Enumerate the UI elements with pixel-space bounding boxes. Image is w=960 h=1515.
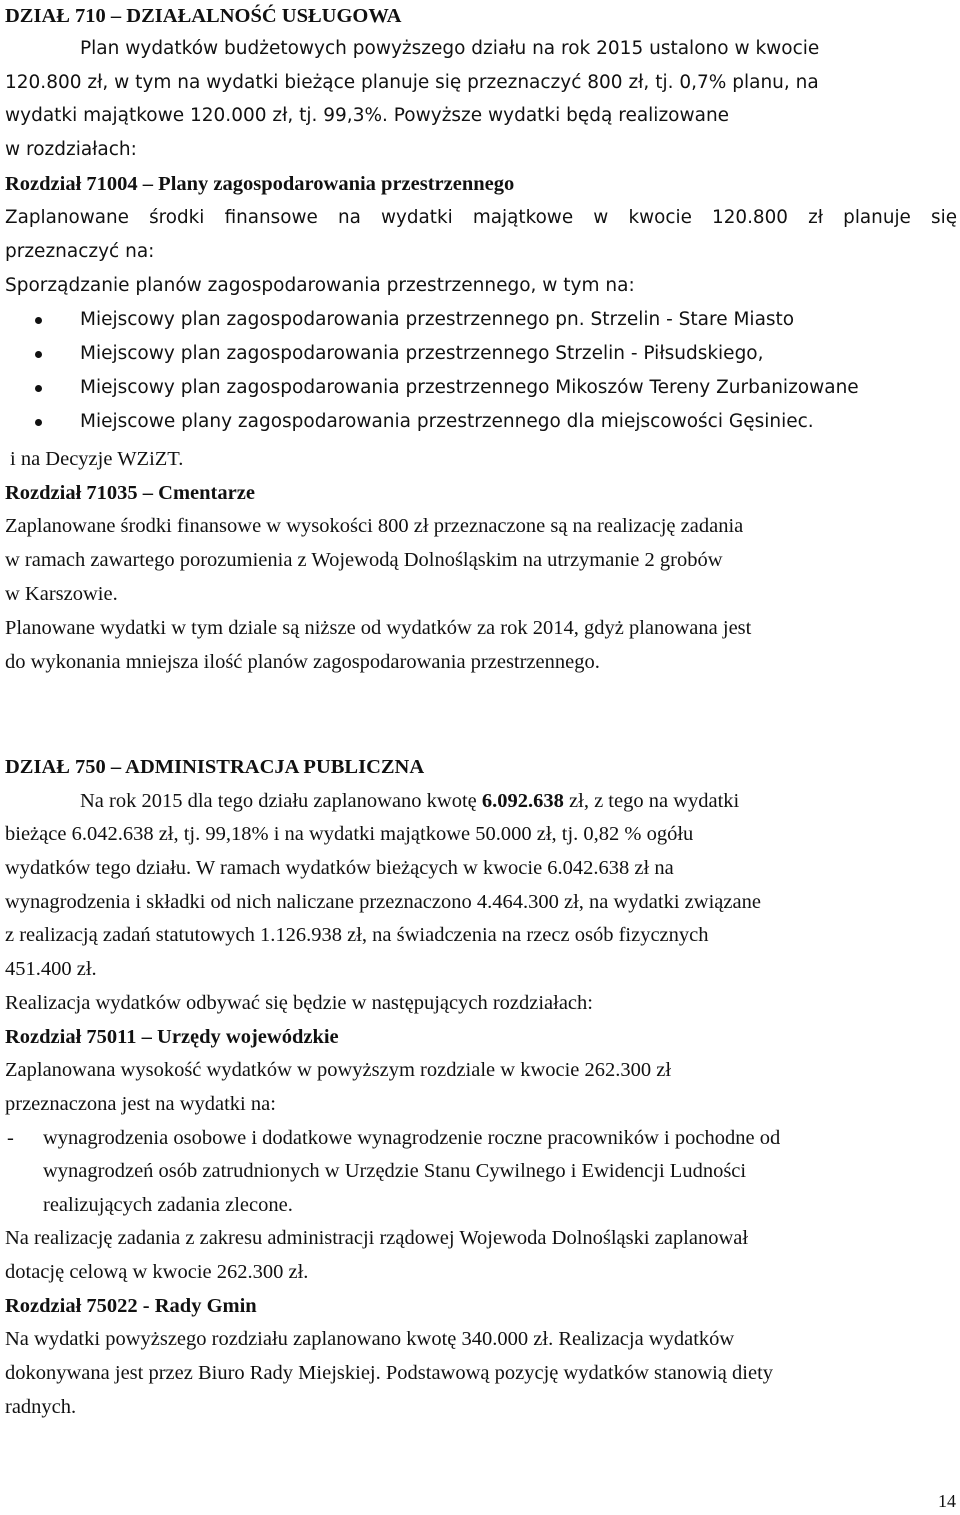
intro-line: wydatków tego działu. W ramach wydatków bieżących w kwocie 6.042.638 zł na bbox=[5, 857, 674, 879]
paragraph-line: dokonywana jest przez Biuro Rady Miejskiej. Podstawową pozycję wydatków stanowią diety bbox=[5, 1362, 774, 1384]
paragraph-line: Na wydatki powyższego rozdziału zaplanowano kwotę 340.000 zł. Realizacja wydatków bbox=[5, 1328, 735, 1350]
intro-line: 120.800 zł, w tym na wydatki bieżące planuje się przeznaczyć 800 zł, tj. 0,7% planu, na bbox=[5, 72, 819, 93]
intro-line: 451.400 zł. bbox=[5, 958, 97, 980]
intro-text: Na rok 2015 dla tego działu zaplanowano kwotę bbox=[80, 790, 482, 812]
intro-line: bieżące 6.042.638 zł, tj. 99,18% i na wydatki majątkowe 50.000 zł, tj. 0,82 % ogółu bbox=[5, 823, 694, 845]
paragraph-line: radnych. bbox=[5, 1396, 77, 1418]
paragraph-line: w ramach zawartego porozumienia z Wojewodą Dolnośląskim na utrzymanie 2 grobów bbox=[5, 549, 723, 571]
dash-marker: - bbox=[7, 1127, 14, 1149]
dash-item-line: wynagrodzeń osób zatrudnionych w Urzędzie Stanu Cywilnego i Ewidencji Ludności bbox=[43, 1160, 747, 1182]
total-amount: 6.092.638 bbox=[481, 790, 564, 812]
intro-line: Plan wydatków budżetowych powyższego działu na rok 2015 ustalono w kwocie bbox=[80, 38, 820, 59]
chapter-title-71004: Rozdział 71004 – Plany zagospodarowania przestrzennego bbox=[5, 173, 515, 195]
intro-line-first bbox=[80, 789, 739, 813]
dash-item-line: wynagrodzenia osobowe i dodatkowe wynagrodzenie roczne pracowników i pochodne od bbox=[43, 1127, 781, 1149]
paragraph-line: Zaplanowana wysokość wydatków w powyższym rozdziale w kwocie 262.300 zł bbox=[5, 1059, 672, 1081]
bullet-item: Miejscowy plan zagospodarowania przestrzennego pn. Strzelin - Stare Miasto bbox=[80, 309, 795, 330]
bullet-dot bbox=[35, 385, 42, 392]
bullet-dot bbox=[35, 317, 42, 324]
paragraph-line: dotację celową w kwocie 262.300 zł. bbox=[5, 1261, 309, 1283]
chapter-title-71035: Rozdział 71035 – Cmentarze bbox=[5, 482, 255, 504]
paragraph-line: Realizacja wydatków odbywać się będzie w następujących rozdziałach: bbox=[5, 992, 593, 1014]
bullet-item: Miejscowy plan zagospodarowania przestrzennego Mikoszów Tereny Zurbanizowane bbox=[80, 377, 859, 398]
bullet-dot bbox=[35, 419, 42, 426]
intro-line: w rozdziałach: bbox=[5, 139, 137, 160]
paragraph-line: przeznaczona jest na wydatki na: bbox=[5, 1093, 276, 1115]
bullet-item: Miejscowy plan zagospodarowania przestrzennego Strzelin - Piłsudskiego, bbox=[80, 343, 764, 364]
intro-line: wydatki majątkowe 120.000 zł, tj. 99,3%. Powyższe wydatki będą realizowane bbox=[5, 105, 730, 126]
paragraph-line: Zaplanowane środki finansowe w wysokości 800 zł przeznaczone są na realizację zadania bbox=[5, 515, 744, 537]
section-heading-710: DZIAŁ 710 – DZIAŁALNOŚĆ USŁUGOWA bbox=[5, 5, 402, 27]
chapter-title-75011: Rozdział 75011 – Urzędy wojewódzkie bbox=[5, 1026, 339, 1048]
paragraph-line: w Karszowie. bbox=[5, 583, 118, 605]
paragraph-line: Zaplanowane środki finansowe na wydatki majątkowe w kwocie 120.800 zł planuje się bbox=[5, 207, 957, 228]
paragraph-line: Sporządzanie planów zagospodarowania przestrzennego, w tym na: bbox=[5, 275, 635, 296]
page-number: 14 bbox=[938, 1491, 956, 1511]
intro-line: wynagrodzenia i składki od nich naliczane przeznaczono 4.464.300 zł, na wydatki związane bbox=[5, 891, 761, 913]
paragraph-line: Na realizację zadania z zakresu administracji rządowej Wojewoda Dolnośląski zaplanował bbox=[5, 1227, 749, 1249]
paragraph-line: do wykonania mniejsza ilość planów zagospodarowania przestrzennego. bbox=[5, 651, 600, 673]
dash-item-line: realizujących zadania zlecone. bbox=[43, 1194, 293, 1216]
paragraph-line: Planowane wydatki w tym dziale są niższe od wydatków za rok 2014, gdyż planowana jest bbox=[5, 617, 752, 639]
chapter-title-75022: Rozdział 75022 - Rady Gmin bbox=[5, 1295, 257, 1317]
section-heading-750: DZIAŁ 750 – ADMINISTRACJA PUBLICZNA bbox=[5, 756, 425, 778]
paragraph-line: przeznaczyć na: bbox=[5, 241, 155, 262]
paragraph-line: i na Decyzje WZiZT. bbox=[10, 448, 184, 470]
bullet-dot bbox=[35, 351, 42, 358]
bullet-item: Miejscowe plany zagospodarowania przestrzennego dla miejscowości Gęsiniec. bbox=[80, 411, 814, 432]
intro-line: z realizacją zadań statutowych 1.126.938 zł, na świadczenia na rzecz osób fizycznych bbox=[5, 924, 709, 946]
intro-text: zł, z tego na wydatki bbox=[563, 790, 740, 812]
